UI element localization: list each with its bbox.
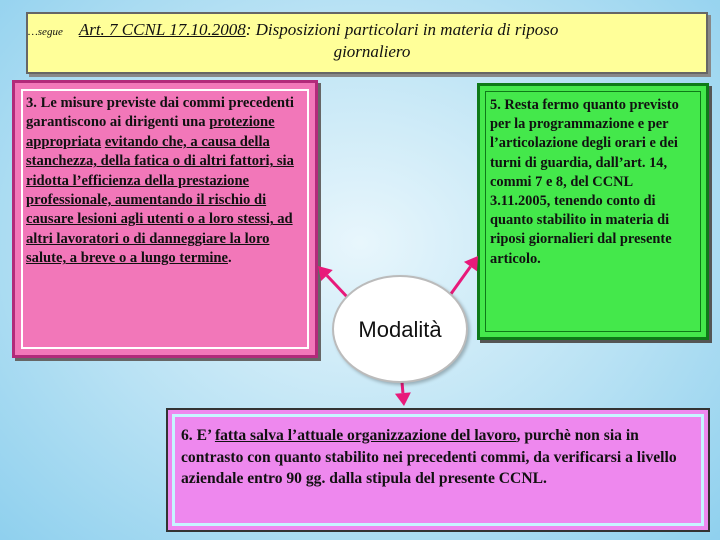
comma-5-text: 5. Resta fermo quanto previsto per la programmazione e per l’articolazione degli orari e dei turni di guardia, dall’art. 14, commi 7 e 8, del CCNL 3.11.2005, tenendo conto di quanto stabilito in materia di riposi giornalieri dal presente articolo. [485, 91, 701, 332]
comma-6-underlined: fatta salva l’attuale organizzazione del lavoro [214, 427, 517, 444]
comma-3-box [12, 80, 318, 358]
title-line [28, 20, 696, 40]
comma-3-seg: . [228, 250, 232, 267]
title-rest: : Disposizioni particolari in materia di riposo [245, 20, 559, 39]
comma-5-box [477, 83, 709, 340]
segue-label: …segue [28, 26, 63, 38]
title-line2: giornaliero [333, 42, 411, 61]
title-ref: Art. 7 CCNL 17.10.2008 [78, 20, 246, 39]
comma-3-text [21, 89, 309, 349]
comma-6-text [172, 414, 704, 526]
comma-6-pre: 6. E’ [181, 427, 215, 444]
comma-3-seg: 3. Le misure previste dai commi precedenti garantiscono ai dirigenti una [26, 95, 294, 131]
comma-3-seg-underlined: evitando che, a causa della stanchezza, della fatica o di altri fattori, sia ridotta l’efficienza della prestazione professionale, aumentando il rischio di causare lesioni agli utenti o a loro stessi, ad altri lavoratori o di danneggiare la loro salute, a breve o a lungo termine [26, 133, 294, 267]
arrow-to-comma-5-head [464, 256, 478, 271]
center-ellipse [332, 275, 468, 383]
arrow-to-comma-3-head [318, 266, 333, 281]
title-box [26, 12, 708, 74]
comma-3-seg-underlined: protezione appropriata [26, 114, 275, 150]
arrow-to-comma-6-shaft [402, 382, 403, 393]
comma-6-box [166, 408, 710, 532]
center-label: Modalità [358, 317, 442, 342]
arrow-to-comma-6-head [395, 392, 411, 406]
comma-6-post: , purchè non sia in contrasto con quanto stabilito nei precedenti commi, da verificarsi a livello aziendale entro 90 gg. dalla stipula del presente CCNL. [181, 427, 677, 488]
title-text [79, 20, 559, 40]
